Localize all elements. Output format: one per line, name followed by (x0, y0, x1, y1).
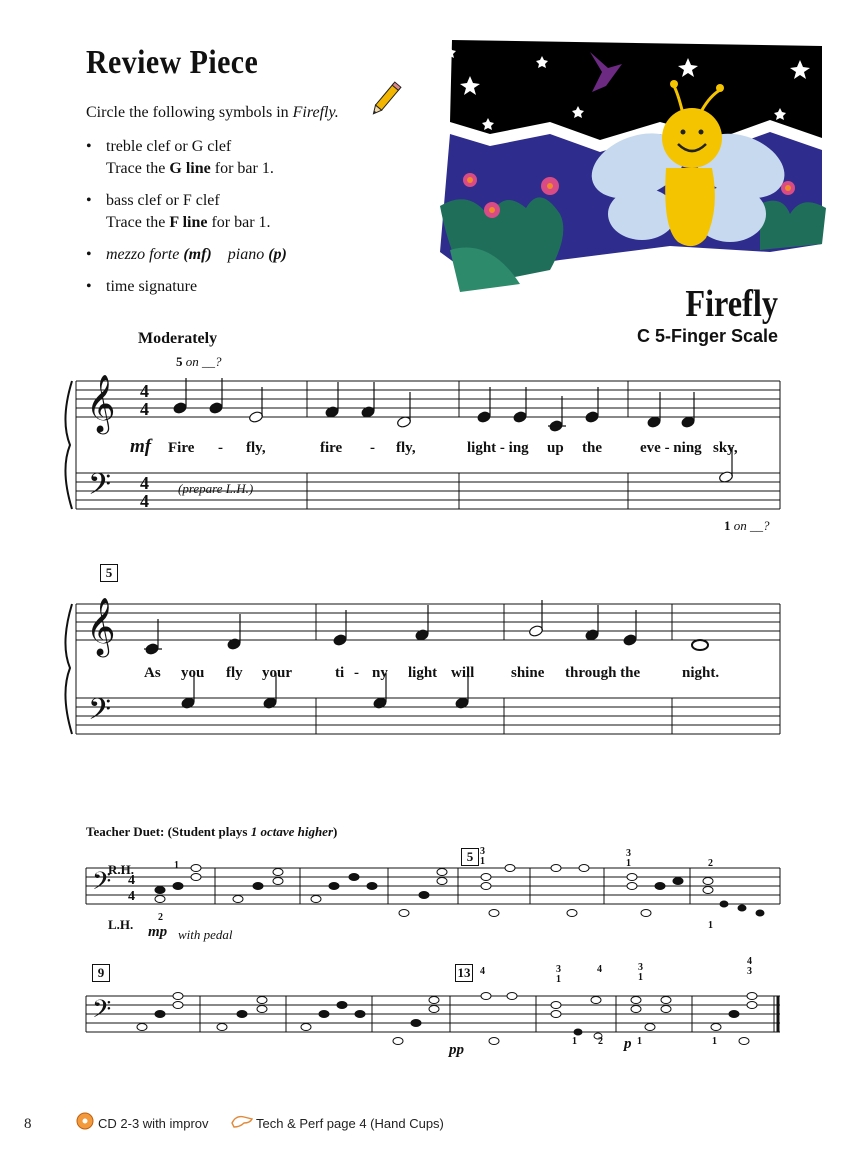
fingering: 2 (598, 1036, 603, 1047)
lyric: ny (372, 665, 388, 681)
note (173, 378, 187, 414)
note (692, 640, 708, 650)
fingering: 4 (480, 966, 485, 977)
tempo-marking: Moderately (138, 330, 218, 347)
dynamic-mf: mf (130, 436, 152, 457)
duet-staff-1 (86, 868, 780, 904)
intro-piece-name: Firefly. (292, 104, 339, 121)
hand-icon (230, 1113, 254, 1129)
lyric: night. (682, 665, 720, 681)
duet-heading-part: ) (333, 824, 338, 839)
lyric: - (218, 440, 223, 456)
measure-number: 13 (455, 964, 473, 982)
svg-text:4: 4 (140, 491, 149, 511)
finger-number: 5 (176, 354, 183, 369)
note (361, 382, 375, 418)
lyric: through the (565, 665, 641, 681)
fingering: 1 (174, 860, 179, 871)
note (681, 392, 695, 428)
pedal-marking: with pedal (178, 927, 233, 942)
note (585, 387, 599, 423)
bass-clef-icon: 𝄢 (88, 693, 112, 734)
fingering: 3 (480, 846, 485, 857)
finger-number: 1 (724, 518, 731, 533)
note (227, 614, 241, 650)
intro-lead: Circle the following symbols in (86, 104, 293, 121)
lyric: will (451, 665, 475, 681)
note (647, 392, 661, 428)
fingering: 2 (708, 858, 713, 869)
song-subtitle: C 5-Finger Scale (636, 326, 778, 346)
duet-heading-part: 1 octave higher (250, 824, 334, 839)
tech-perf-info: Tech & Perf page 4 (Hand Cups) (256, 1116, 444, 1131)
treble-clef-icon: 𝄞 (86, 374, 116, 432)
item-part: for bar 1. (207, 214, 271, 231)
lyric: up (547, 440, 564, 456)
note (415, 605, 429, 641)
fingering: 1 (556, 974, 561, 985)
svg-text:4: 4 (140, 399, 149, 419)
cd-track-info: CD 2-3 with improv (98, 1116, 209, 1131)
page-title: Review Piece (86, 44, 259, 81)
duet-heading-part: Teacher Duet: (Student plays (86, 824, 251, 839)
fingering: 2 (158, 912, 163, 923)
dynamic-p: p (624, 1036, 632, 1052)
lyric: - (370, 440, 375, 456)
lyric: eve - ning (640, 440, 702, 456)
fingering: 3 (626, 848, 631, 859)
song-title: Firefly (685, 283, 778, 325)
rh-label: R.H. (108, 862, 134, 877)
note (548, 396, 566, 432)
note (585, 605, 599, 641)
lyric: you (181, 665, 205, 681)
lyric: your (262, 665, 292, 681)
finger-question: on __? (730, 518, 770, 533)
svg-text:4: 4 (140, 473, 149, 493)
bass-clef-icon: 𝄢 (92, 867, 112, 902)
duet-heading (86, 824, 337, 840)
item-part: Trace the (106, 214, 170, 231)
fingering: 1 (638, 972, 643, 983)
note (623, 610, 637, 646)
item-text: • bass clef or F clef (106, 192, 220, 209)
fingering: 1 (626, 858, 631, 869)
page-number: 8 (24, 1116, 32, 1132)
fingering: 4 (597, 964, 602, 975)
lyric: sky, (713, 440, 738, 456)
item-part: mezzo forte (106, 246, 180, 263)
lyric: ti (335, 665, 345, 681)
item-part: Trace the (106, 160, 170, 177)
item-part: (p) (268, 246, 287, 263)
bass-clef-icon: 𝄢 (88, 468, 112, 509)
svg-text:4: 4 (140, 381, 149, 401)
dynamic-pp: pp (449, 1042, 464, 1058)
item-text: • time signature (106, 278, 198, 295)
lyric: fly (226, 665, 243, 681)
treble-clef-icon: 𝄞 (86, 597, 116, 655)
note (477, 387, 491, 423)
svg-text:4: 4 (128, 889, 135, 904)
note (325, 382, 339, 418)
item-part: for bar 1. (210, 160, 274, 177)
bass-clef-icon: 𝄢 (92, 995, 112, 1030)
finger-hint-bottom (724, 518, 770, 534)
measure-number: 9 (92, 964, 110, 982)
lyric: light (408, 665, 438, 681)
note (528, 600, 543, 637)
lyric: As (144, 665, 161, 681)
item-part: F line (169, 214, 208, 231)
fingering: 3 (556, 964, 561, 975)
measure-number: 5 (100, 564, 118, 582)
lh-label: L.H. (108, 917, 134, 932)
fingering: 3 (747, 966, 752, 977)
item-part: (mf) (183, 246, 212, 263)
fingering: 1 (572, 1036, 577, 1047)
item-part: G line (169, 160, 211, 177)
measure-number: 5 (461, 848, 479, 866)
fingering: 4 (747, 956, 752, 967)
lyric: Fire (168, 440, 195, 456)
fingering: 1 (712, 1036, 717, 1047)
note (248, 387, 263, 423)
note (333, 610, 347, 646)
fingering: 1 (708, 920, 713, 931)
lyric: fly, (396, 440, 416, 456)
dynamic-mp: mp (148, 924, 168, 940)
cd-icon (76, 1112, 94, 1130)
note (209, 378, 223, 414)
item-text: • treble clef or G clef (106, 138, 232, 155)
item-part: piano (227, 246, 265, 263)
lyric: light - ing (467, 440, 529, 456)
fingering: 1 (637, 1036, 642, 1047)
lyric: - (354, 665, 359, 681)
lyric: shine (511, 665, 545, 681)
lyric: the (582, 440, 602, 456)
finger-question: on __? (182, 354, 222, 369)
fingering: 3 (638, 962, 643, 973)
finger-hint-top (176, 354, 222, 370)
lyric: fly, (246, 440, 266, 456)
fingering: 1 (480, 856, 485, 867)
lyric: fire (320, 440, 343, 456)
note (513, 387, 527, 423)
note (396, 392, 411, 428)
svg-text:4: 4 (128, 873, 135, 888)
note (144, 619, 162, 655)
prepare-lh-note: (prepare L.H.) (178, 481, 254, 496)
